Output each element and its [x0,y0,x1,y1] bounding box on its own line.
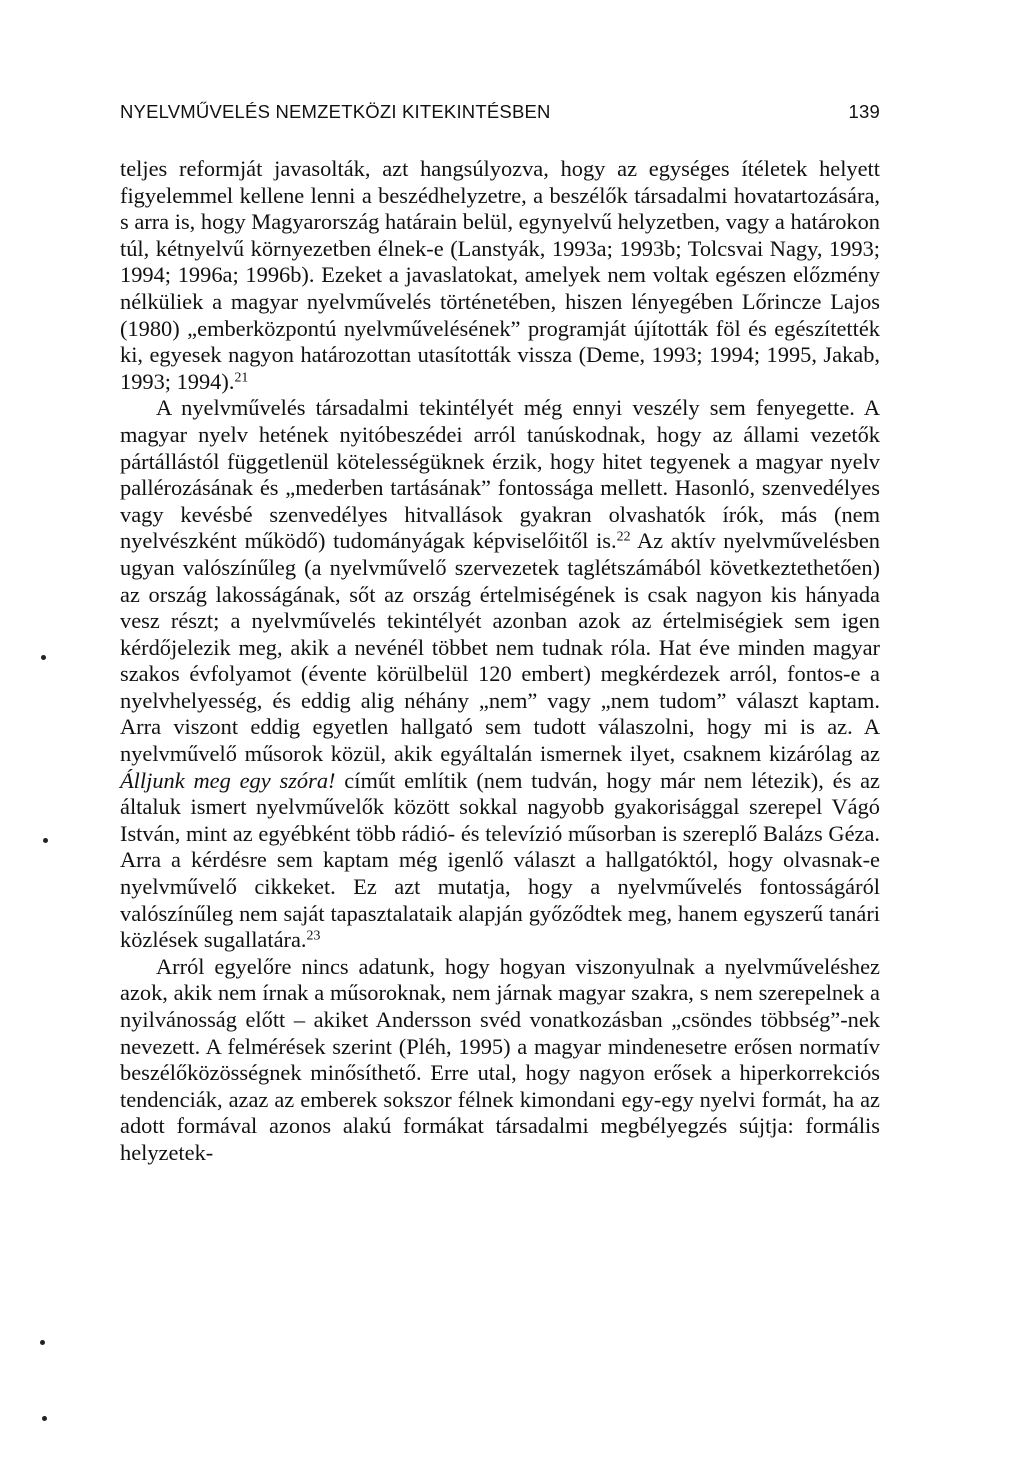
footnote-ref: 21 [234,370,249,386]
margin-dot-mark [43,838,48,843]
running-title: NYELVMŰVELÉS NEMZETKÖZI KITEKINTÉSBEN [120,101,551,122]
margin-dot-mark [41,655,46,660]
body-text [120,156,880,1167]
paragraph [120,156,880,395]
page-number: 139 [848,101,880,122]
footnote-ref: 22 [616,529,631,545]
footnote-ref: 23 [306,928,321,944]
text-run: Arról egyelőre nincs adatunk, hogy hogyan viszonyulnak a nyelvműveléshez azok, akik nem írnak a műsoroknak, nem járnak magyar szakra, s nem szerepelnek a nyilvánosság előtt – akiket Andersson svéd vonatkozásban „csöndes többség”-nek nevezett. A felmérések szerint (Pléh, 1995) a magyar mindenesetre erősen normatív beszélőközösségnek minősíthető. Erre utal, hogy nagyon erősek a hiperkorrekciós tendenciák, azaz az emberek sokszor félnek kimondani egy-egy nyelvi formát, ha az adott formával azonos alakú formákat társadalmi megbélyegzés sújtja: formális helyzetek- [120,953,880,1165]
text-run: teljes reformját javasolták, azt hangsúlyozva, hogy az egységes ítéletek helyett figyelemmel kellene lenni a beszédhelyzetre, a beszélők társadalmi hovatartozására, s arra is, hogy Magyarország határain belül, egynyelvű helyzetben, vagy a határokon túl, kétnyelvű környezetben élnek-e (Lanstyák, 1993a; 1993b; Tolcsvai Nagy, 1993; 1994; 1996a; 1996b). Ezeket a javaslatokat, amelyek nem voltak egészen előzmény nélküliek a magyar nyelvművelés történetében, hiszen lényegében Lőrincze Lajos (1980) „emberközpontú nyelvművelésének” programját újították föl és egészítették ki, egyesek nagyon határozottan utasították vissza (Deme, 1993; 1994; 1995, Jakab, 1993; 1994). [120,156,880,394]
paragraph [120,395,880,953]
paragraph [120,954,880,1167]
margin-dot-mark [42,1416,47,1421]
text-run: Az aktív nyelvművelésben ugyan valószínűleg (a nyelvművelő szervezetek taglétszámából következtethetően) az ország lakosságának, sőt az ország értelmiségének is csak nagyon kis hányada vesz részt; a nyelvművelés tekintélyét azonban azok az értelmiségiek sem igen kérdőjelezik meg, akik a nevénél többet nem tudnak róla. Hat éve minden magyar szakos évfolyamot (évente körülbelül 120 embert) megkérdezek arról, fontos-e a nyelvhelyesség, és eddig alig néhány „nem” vagy „nem tudom” választ kaptam. Arra viszont eddig egyetlen hallgató sem tudott válaszolni, hogy mi is az. A nyelvművelő műsorok közül, akik egyáltalán ismernek ilyet, csaknem kizárólag az [120,528,880,767]
text-run: címűt említik (nem tudván, hogy már nem létezik), és az általuk ismert nyelvművelők között sokkal nagyobb gyakorisággal szerepel Vágó István, mint az egyébként több rádió- és televízió műsorban is szereplő Balázs Géza. Arra a kérdésre sem kaptam még igenlő választ a hallgatóktól, hogy olvasnak-e nyelvművelő cikkeket. Ez azt mutatja, hogy a nyelvművelés fontosságáról valószínűleg nem saját tapasztalataik alapján győződtek meg, hanem egyszerű tanári közlések sugallatára. [120,767,880,953]
margin-dot-mark [40,1340,45,1345]
text-run: A nyelvművelés társadalmi tekintélyét még ennyi veszély sem fenyegette. A magyar nyelv hetének nyitóbeszédei arról tanúskodnak, hogy az állami vezetők pártállástól függetlenül kötelességüknek érzik, hogy hitet tegyenek a magyar nyelv pallérozásának és „mederben tartásának” fontossága mellett. Hasonló, szenvedélyes vagy kevésbé szenvedélyes hitvallások gyakran olvashatók írók, más (nem nyelvészként működő) tudományágak képviselőitől is. [120,395,880,554]
italic-title: Álljunk meg egy szóra! [120,767,336,793]
running-head [120,101,880,129]
